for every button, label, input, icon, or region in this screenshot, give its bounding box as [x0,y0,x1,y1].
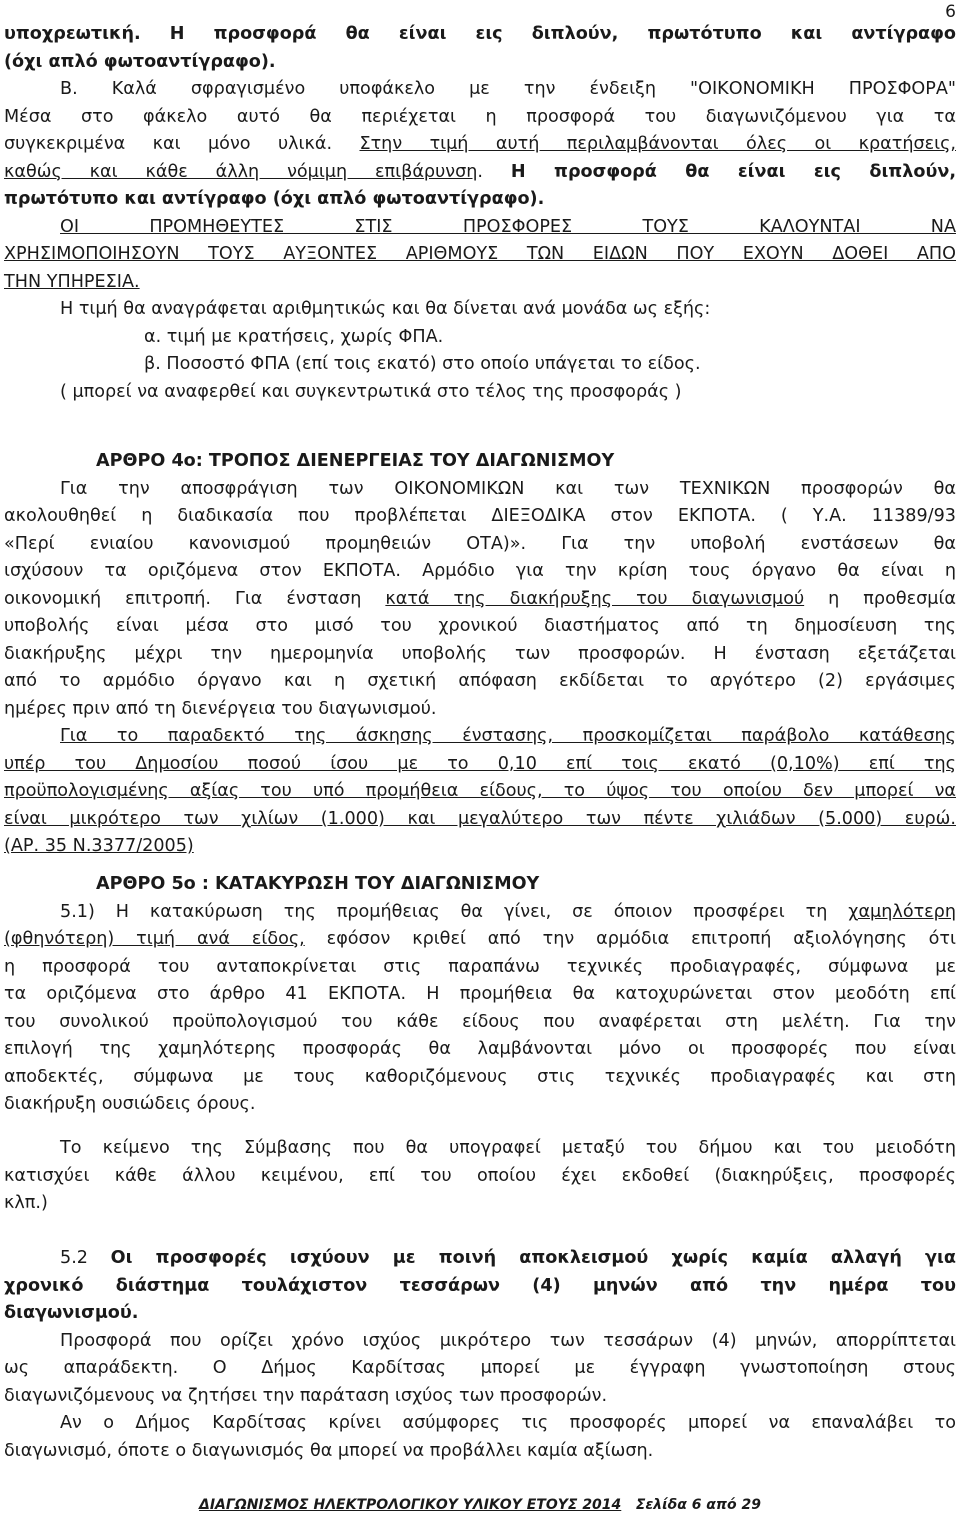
text-line: αποδεκτές, σύμφωνα με τους καθοριζόμενους στις τεχνικές προδιαγραφές και στη [4,1066,956,1087]
text-line [4,186,956,214]
text-line: ΟΙ ΠΡΟΜΗΘΕΥΤΕΣ ΣΤΙΣ ΠΡΟΣΦΟΡΕΣ ΤΟΥΣ ΚΑΛΟΥΝΤΑΙ ΝΑ [60,216,956,237]
text-line: α. τιμή με κρατήσεις, χωρίς ΦΠΑ. [144,326,444,347]
page-footer [0,1497,960,1513]
text-line [4,131,956,159]
text-line: ( μπορεί να αναφερθεί και συγκεντρωτικά στο τέλος της προσφοράς ) [60,381,682,402]
text-line: η προσφορά του ανταποκρίνεται στις παραπάνω τεχνικές προδιαγραφές, σύμφωνα με [4,956,956,977]
text-line: είναι μικρότερο των χιλίων (1.000) και μεγαλύτερο των πέντε χιλιάδων (5.000) ευρώ. [4,808,956,829]
bold-text: πρωτότυπο και αντίγραφο (όχι απλό φωτοαντίγραφο). [4,189,545,209]
text-line: Το κείμενο της Σύμβασης που θα υπογραφεί μεταξύ του δήμου και του μειοδότη [60,1138,956,1158]
text-line: διακήρυξη ουσιώδεις όρους. [4,1094,256,1114]
text-line: «Περί ενιαίου κανονισμού προμηθειών ΟΤΑ)». Για την υποβολή ενστάσεων θα [4,533,956,554]
text-line: (όχι απλό φωτοαντίγραφο). [4,51,276,72]
underlined-text: κατά της διακήρυξης του διαγωνισμού [385,588,805,609]
underlined-text: χαμηλότερη [848,901,956,922]
text-line: του συνολικού προϋπολογισμού του κάθε είδους που αναφέρεται στη μελέτη. Για την [4,1011,956,1032]
text-line: Η τιμή θα αναγράφεται αριθμητικώς και θα δίνεται ανά μονάδα ως εξής: [60,299,711,319]
text-line [4,159,956,187]
offer-requirements-section [4,21,956,406]
underlined-text: Στην τιμή αυτή περιλαμβάνονται όλες οι κρατήσεις, [359,134,956,154]
text-line: ημέρες πριν από τη διενέργεια του διαγωνισμού. [4,698,437,719]
text-line: Προσφορά που ορίζει χρόνο ισχύος μικρότερο των τεσσάρων (4) μηνών, απορρίπτεται [60,1330,956,1351]
text-line [4,1245,956,1273]
text-line: Για την αποσφράγιση των ΟΙΚΟΝΟΜΙΚΩΝ και των ΤΕΧΝΙΚΩΝ προσφορών θα [60,478,956,499]
text-line: κλπ.) [4,1193,48,1213]
article-5-heading: ΑΡΘΡΟ 5ο : ΚΑΤΑΚΥΡΩΣΗ ΤΟΥ ΔΙΑΓΩΝΙΣΜΟΥ [96,874,540,894]
footer-title: ΔΙΑΓΩΝΙΣΜΟΣ ΗΛΕΚΤΡΟΛΟΓΙΚΟΥ ΥΛΙΚΟΥ ΕΤΟΥΣ 2014 [199,1497,622,1513]
text-line [4,899,956,927]
text-line [4,586,956,614]
article-4-section [4,448,956,861]
underlined-text: καθώς και κάθε άλλη νόμιμη επιβάρυνση [4,161,478,182]
text-span: οικονομική επιτροπή. Για ένσταση [4,588,386,609]
text-line: Για το παραδεκτό της άσκησης ένστασης, προσκομίζεται παράβολο κατάθεσης [60,726,956,746]
text-line: διαγωνιζόμενους να ζητήσει την παράταση ισχύος των προσφορών. [4,1385,608,1406]
text-line: τα οριζόμενα στο άρθρο 41 ΕΚΠΟΤΑ. Η προμήθεια θα κατοχυρώνεται στον μεοδότη επί [4,984,956,1004]
text-line: χρονικό διάστημα τουλάχιστον τεσσάρων (4) μηνών από την ημέρα του [4,1275,956,1296]
text-line: Β. Καλά σφραγισμένο υποφάκελο με την ένδειξη "ΟΙΚΟΝΟΜΙΚΗ ΠΡΟΣΦΟΡΑ" [60,79,956,99]
article-4-heading: ΑΡΘΡΟ 4ο: ΤΡΟΠΟΣ ΔΙΕΝΕΡΓΕΙΑΣ ΤΟΥ ΔΙΑΓΩΝΙΣΜΟΥ [96,451,615,471]
text-line: διαγωνισμού. [4,1303,139,1323]
text-span: συγκεκριμένα και μόνο υλικά. [4,134,360,154]
text-line: επιλογή της χαμηλότερης προσφοράς θα λαμβάνονται μόνο οι προσφορές που είναι [4,1039,956,1059]
page-number: 6 [945,2,956,22]
text-line: Μέσα στο φάκελο αυτό θα περιέχεται η προσφορά του διαγωνιζόμενου για τα [4,106,956,127]
text-line: ισχύσουν τα οριζόμενα στον ΕΚΠΟΤΑ. Αρμόδιο για την κρίση τους όργανο θα είναι η [4,561,956,581]
text-line: ΧΡΗΣΙΜΟΠΟΙΗΣΟΥΝ ΤΟΥΣ ΑΥΞΟΝΤΕΣ ΑΡΙΘΜΟΥΣ ΤΩΝ ΕΙΔΩΝ ΠΟΥ ΕΧΟΥΝ ΔΟΘΕΙ ΑΠΟ [4,244,956,264]
contract-paragraph [4,1135,956,1218]
text-span: 5.2 [60,1248,111,1268]
text-line: υποβολής είναι μέσα στο μισό του χρονικού διαστήματος από τη δημοσίευση της [4,616,956,636]
bold-text: Η προσφορά θα είναι εις διπλούν, [510,161,956,182]
article-5-section [4,871,956,1119]
text-line: Αν ο Δήμος Καρδίτσας κρίνει ασύμφορες τις προσφορές μπορεί να επαναλάβει το [60,1413,956,1433]
validity-paragraph [4,1245,956,1465]
text-line: υπέρ του Δημοσίου ποσού ίσου με το 0,10 επί τοις εκατό (0,10%) επί της [4,753,956,774]
text-line: κατισχύει κάθε άλλου κειμένου, επί του οποίου έχει εκδοθεί (διακηρύξεις, προσφορές [4,1165,956,1186]
text-line: διαγωνισμό, όποτε ο διαγωνισμός θα μπορεί να προβάλλει καμία αξίωση. [4,1440,654,1461]
underlined-text: (φθηνότερη) τιμή ανά είδος, [4,929,305,949]
bold-text: Οι προσφορές ισχύουν με ποινή αποκλεισμού χωρίς καμία αλλαγή για [110,1248,956,1268]
text-line [4,926,956,954]
text-line: ΤΗΝ ΥΠΗΡΕΣΙΑ. [4,271,140,292]
text-line: διακήρυξης μέχρι την ημερομηνία υποβολής των προσφορών. Η ένσταση εξετάζεται [4,643,956,664]
text-span: η προθεσμία [804,588,957,609]
footer-page-count: Σελίδα 6 από 29 [635,1497,761,1513]
text-line: υποχρεωτική. Η προσφορά θα είναι εις διπλούν, πρωτότυπο και αντίγραφο [4,24,956,44]
text-line: προϋπολογισμένης αξίας του υπό προμήθεια είδους, το ύψος του οποίου δεν μπορεί να [4,781,956,801]
text-line: ακολουθηθεί η διαδικασία που προβλέπεται ΔΙΕΞΟΔΙΚΑ στον ΕΚΠΟΤΑ. ( Υ.Α. 11389/93 [4,506,956,526]
text-span: . [477,161,511,182]
text-line: (ΑΡ. 35 Ν.3377/2005) [4,836,194,856]
text-span: 5.1) Η κατακύρωση της προμήθειας θα γίνει, σε όποιον προσφέρει τη [60,901,849,922]
text-line: ως απαράδεκτη. Ο Δήμος Καρδίτσας μπορεί με έγγραφη γνωστοποίηση στους [4,1358,956,1378]
text-line: β. Ποσοστό ΦΠΑ (επί τοις εκατό) στο οποίο υπάγεται το είδος. [144,354,701,374]
text-span: εφόσον κριθεί από την αρμόδια επιτροπή αξιολόγησης ότι [304,929,956,949]
text-line: από το αρμόδιο όργανο και η σχετική απόφαση εκδίδεται το αργότερο (2) εργάσιμες [4,671,956,691]
